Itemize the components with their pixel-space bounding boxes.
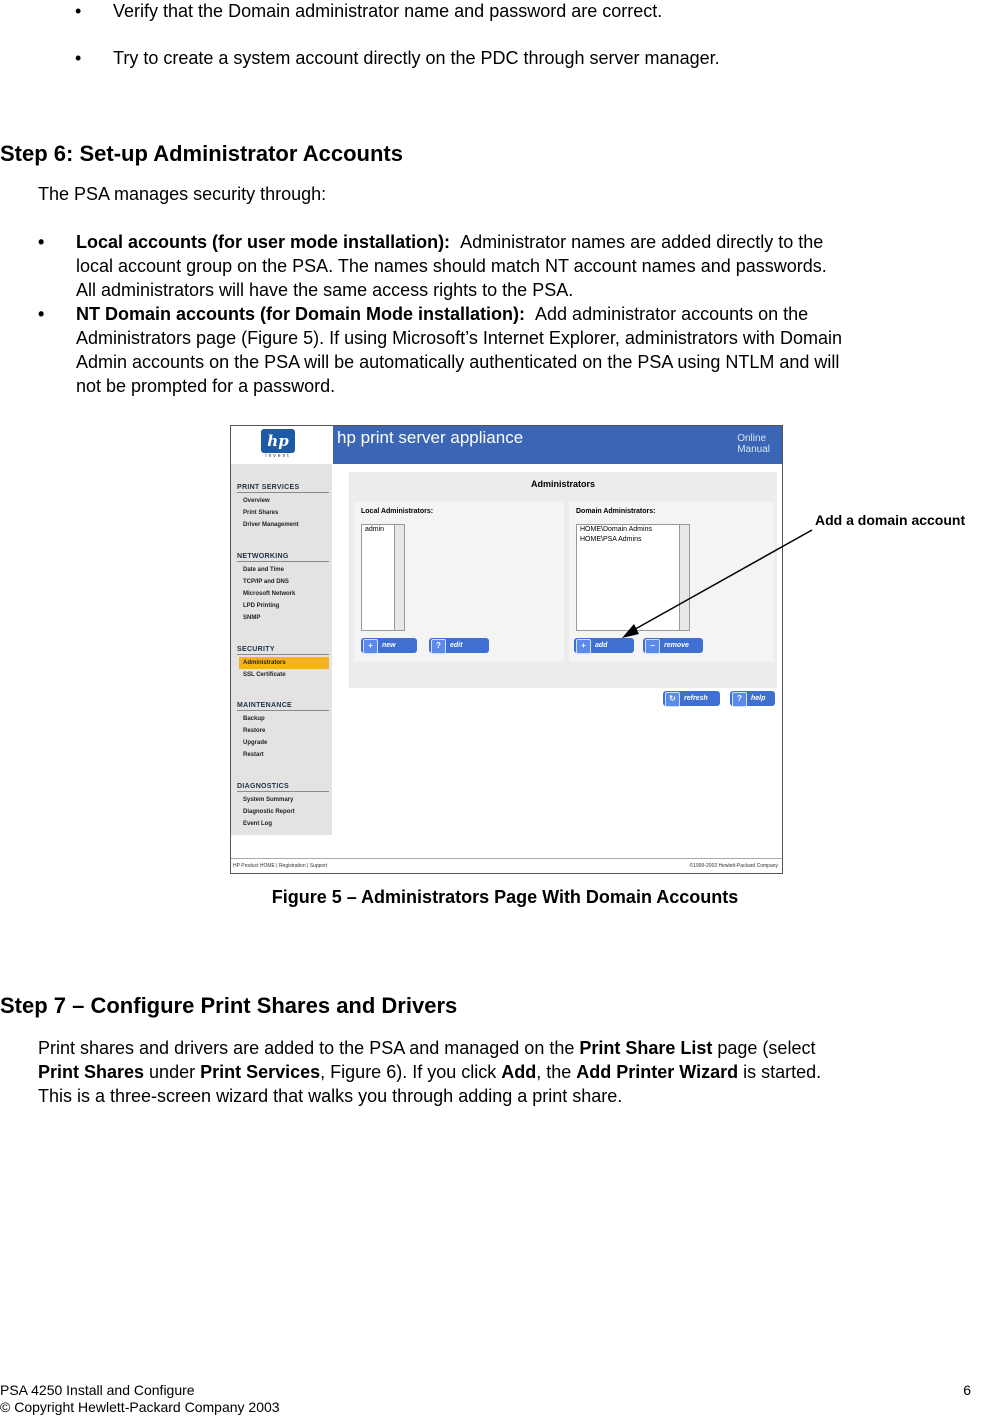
page-number: 6 — [963, 1382, 971, 1398]
bullet-glyph: • — [75, 1, 82, 21]
new-button[interactable] — [361, 638, 417, 653]
sidebar-item-date-time[interactable]: Date and Time — [243, 567, 284, 573]
text-run: is started. — [738, 1062, 822, 1082]
sidebar-item-snmp[interactable]: SNMP — [243, 615, 261, 621]
item-label: Local accounts (for user mode installation): — [76, 232, 451, 252]
hp-logo[interactable]: hp — [261, 429, 295, 453]
list-item-line — [76, 230, 978, 254]
plus-icon: + — [576, 639, 591, 654]
edit-button-label: edit — [450, 642, 463, 649]
nav-group-maintenance — [237, 702, 329, 761]
add-button-label: add — [595, 642, 608, 649]
list-item — [38, 230, 978, 302]
item-label: NT Domain accounts (for Domain Mode installation): — [76, 304, 526, 324]
sidebar-item-driver-management[interactable]: Driver Management — [243, 522, 299, 528]
step6-intro: The PSA manages security through: — [38, 184, 327, 204]
local-administrators-title: Local Administrators: — [361, 508, 434, 515]
text-run-bold: Add Printer Wizard — [576, 1062, 739, 1082]
bullet-text: Verify that the Domain administrator name and password are correct. — [113, 1, 663, 21]
nav-group-security — [237, 646, 329, 681]
domain-administrators-title: Domain Administrators: — [576, 508, 656, 515]
panel-title: Administrators — [530, 479, 595, 489]
copyright: © Copyright Hewlett-Packard Company 2003 — [0, 1399, 280, 1415]
app-header — [231, 426, 782, 464]
bullet-glyph: • — [38, 304, 45, 324]
help-icon: ? — [732, 692, 747, 707]
sidebar-item-ssl-certificate[interactable]: SSL Certificate — [243, 672, 286, 678]
nav-group-networking — [237, 553, 329, 624]
text-run-bold: Print Shares — [38, 1062, 145, 1082]
online-manual-line: Online — [737, 433, 767, 444]
item-text: Admin accounts on the PSA will be automatically authenticated on the PSA using NTLM and will — [76, 352, 840, 372]
list-item[interactable]: HOME\Domain Admins — [580, 526, 652, 533]
sidebar-item-overview[interactable]: Overview — [243, 498, 270, 504]
step7-paragraph-line — [38, 1036, 815, 1060]
security-method-list — [38, 230, 978, 398]
app-title-bar — [333, 426, 782, 464]
sidebar-item-event-log[interactable]: Event Log — [243, 821, 273, 827]
help-button-label: help — [751, 695, 766, 702]
nav-heading: DIAGNOSTICS — [237, 783, 329, 792]
online-manual-link[interactable] — [737, 433, 770, 455]
step7-paragraph-line: This is a three-screen wizard that walks you through adding a print share. — [38, 1086, 623, 1106]
app-footer — [231, 858, 782, 874]
nav-heading: PRINT SERVICES — [237, 484, 329, 493]
document-title: PSA 4250 Install and Configure — [0, 1382, 195, 1398]
text-run-bold: Add — [501, 1062, 537, 1082]
sidebar-item-microsoft-network[interactable]: Microsoft Network — [243, 591, 296, 597]
step7-heading: Step 7 – Configure Print Shares and Drivers — [0, 993, 458, 1018]
list-item[interactable]: HOME\PSA Admins — [580, 536, 642, 543]
sidebar-item-system-summary[interactable]: System Summary — [243, 797, 294, 803]
refresh-button-label: refresh — [684, 695, 708, 702]
footer-copyright: ©1999-2002 Hewlett-Packard Company — [689, 863, 778, 869]
nav-group-diagnostics — [237, 783, 329, 830]
app-title: hp print server appliance — [337, 428, 524, 447]
item-text: Administrator names are added directly to the — [460, 232, 824, 252]
refresh-button[interactable] — [663, 691, 720, 706]
callout-label: Add a domain account — [815, 512, 966, 528]
plus-icon: + — [363, 639, 378, 654]
item-text: local account group on the PSA. The names should match NT account names and passwords. — [76, 256, 827, 276]
bullet-glyph: • — [75, 48, 82, 68]
item-text: not be prompted for a password. — [76, 376, 336, 396]
sidebar-item-restore[interactable]: Restore — [243, 728, 266, 734]
callout-arrow — [600, 520, 820, 650]
scrollbar[interactable] — [394, 525, 404, 630]
text-run-bold: Print Services — [200, 1062, 321, 1082]
text-run: , Figure 6). If you click — [320, 1062, 502, 1082]
text-run: Print shares and drivers are added to the PSA and managed on the — [38, 1038, 580, 1058]
sidebar-item-print-shares[interactable]: Print Shares — [243, 510, 279, 516]
local-administrators-section — [354, 502, 564, 662]
local-administrators-list[interactable] — [361, 524, 405, 631]
step7-paragraph-line — [38, 1060, 821, 1084]
help-button[interactable] — [730, 691, 775, 706]
sidebar-item-upgrade[interactable]: Upgrade — [243, 740, 268, 746]
refresh-icon: ↻ — [665, 692, 680, 707]
sidebar-item-diagnostic-report[interactable]: Diagnostic Report — [243, 809, 295, 815]
text-run: , the — [536, 1062, 577, 1082]
bullet-glyph: • — [38, 232, 45, 252]
item-text: Administrators page (Figure 5). If using Microsoft’s Internet Explorer, administrators with Domain — [76, 328, 842, 348]
edit-icon: ? — [431, 639, 446, 654]
footer-links[interactable]: HP Product HOME | Registration | Support — [233, 863, 328, 869]
sidebar-item-tcpip-dns[interactable]: TCP/IP and DNS — [243, 579, 289, 585]
online-manual-line: Manual — [737, 444, 770, 455]
text-run: under — [144, 1062, 201, 1082]
minus-icon: − — [645, 639, 660, 654]
sidebar-item-lpd-printing[interactable]: LPD Printing — [243, 603, 280, 609]
sidebar-nav — [231, 464, 332, 835]
new-button-label: new — [382, 642, 396, 649]
sidebar-item-backup[interactable]: Backup — [243, 716, 265, 722]
text-run-bold: Print Share List — [579, 1038, 713, 1058]
sidebar-item-restart[interactable]: Restart — [243, 752, 264, 758]
list-item[interactable]: admin — [365, 526, 385, 533]
edit-button[interactable] — [429, 638, 489, 653]
hp-logo-tagline: invent — [265, 453, 291, 459]
sidebar-item-administrators[interactable]: Administrators — [239, 657, 329, 669]
remove-button-label: remove — [664, 642, 689, 649]
list-item-line — [76, 302, 978, 326]
list-item — [38, 302, 978, 398]
nav-heading: SECURITY — [237, 646, 329, 655]
item-text: All administrators will have the same access rights to the PSA. — [76, 280, 574, 300]
figure-caption: Figure 5 – Administrators Page With Domain Accounts — [271, 887, 739, 907]
nav-heading: NETWORKING — [237, 553, 329, 562]
item-text: Add administrator accounts on the — [535, 304, 809, 324]
step6-heading: Step 6: Set-up Administrator Accounts — [0, 141, 403, 166]
bullet-text: Try to create a system account directly on the PDC through server manager. — [113, 48, 720, 68]
nav-group-print-services — [237, 484, 329, 531]
page-footer — [0, 1382, 280, 1416]
text-run: page (select — [712, 1038, 816, 1058]
nav-heading: MAINTENANCE — [237, 702, 329, 711]
